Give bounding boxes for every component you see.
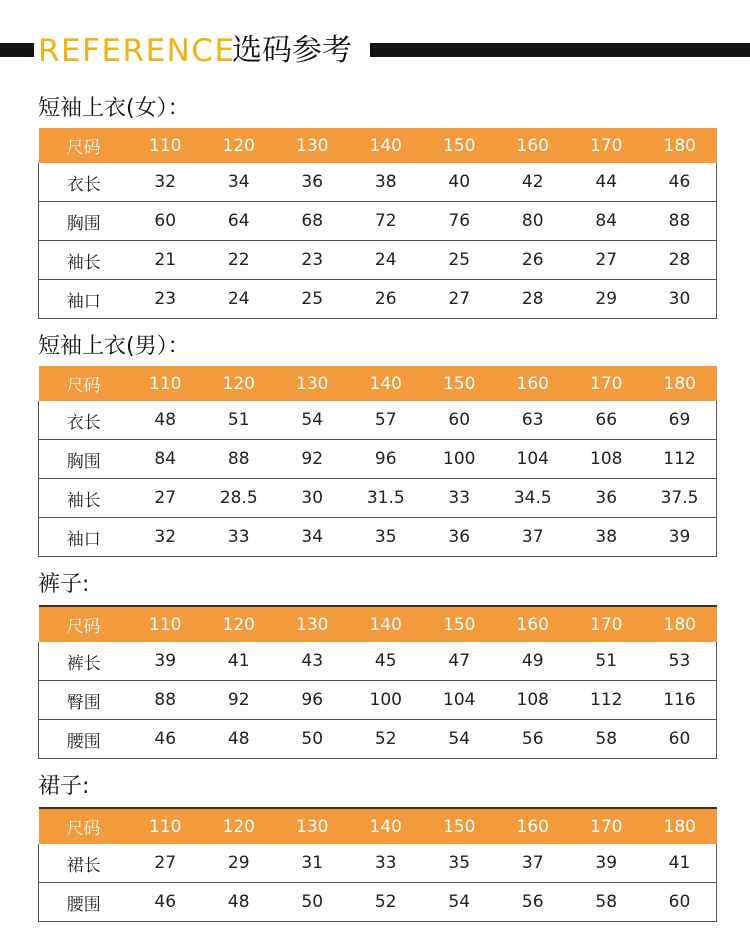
table-cell: 41	[643, 844, 717, 883]
header-cell: 180	[643, 606, 717, 642]
table-row	[39, 720, 717, 759]
section-title-men-top: 短袖上衣(男）：	[38, 334, 190, 359]
header-title-cn: 选码参考	[232, 33, 352, 68]
table-cell: 40	[423, 163, 497, 202]
header-cell: 180	[643, 808, 717, 844]
table-cell: 56	[496, 720, 570, 759]
table-cell: 37.5	[643, 479, 717, 518]
table-cell: 108	[496, 681, 570, 720]
table-cell: 31.5	[349, 479, 423, 518]
header-cell: 110	[129, 366, 203, 401]
table-cell: 50	[276, 883, 350, 922]
row-label: 衣长	[39, 163, 129, 202]
table-cell: 38	[570, 518, 644, 557]
header-title-en: REFERENCE	[38, 33, 236, 69]
table-row	[39, 479, 717, 518]
table-cell: 33	[423, 479, 497, 518]
size-table-women-top	[38, 128, 717, 319]
row-label: 袖口	[39, 280, 129, 319]
table-cell: 30	[643, 280, 717, 319]
table-cell: 116	[643, 681, 717, 720]
row-label: 袖长	[39, 241, 129, 280]
table-cell: 27	[423, 280, 497, 319]
header-bar-right	[370, 43, 750, 57]
header-bar-left	[0, 43, 34, 57]
header-cell: 170	[570, 808, 644, 844]
table-cell: 27	[129, 844, 203, 883]
table-cell: 100	[349, 681, 423, 720]
table-cell: 54	[423, 883, 497, 922]
header-cell: 160	[496, 808, 570, 844]
header-cell: 110	[129, 606, 203, 642]
header-cell: 180	[643, 366, 717, 401]
table-cell: 32	[129, 518, 203, 557]
table-cell: 25	[423, 241, 497, 280]
header-cell: 150	[423, 808, 497, 844]
header-cell: 120	[202, 128, 276, 163]
table-cell: 72	[349, 202, 423, 241]
header-cell: 140	[349, 808, 423, 844]
header-cell: 160	[496, 366, 570, 401]
header-cell: 尺码	[39, 606, 129, 642]
table-header-row	[39, 128, 717, 163]
table-cell: 92	[202, 681, 276, 720]
table-cell: 68	[276, 202, 350, 241]
table-row	[39, 202, 717, 241]
table-cell: 112	[643, 440, 717, 479]
header-cell: 140	[349, 366, 423, 401]
table-cell: 45	[349, 642, 423, 681]
table-cell: 84	[570, 202, 644, 241]
table-cell: 23	[276, 241, 350, 280]
table-cell: 60	[423, 401, 497, 440]
table-cell: 24	[349, 241, 423, 280]
table-cell: 42	[496, 163, 570, 202]
table-cell: 88	[202, 440, 276, 479]
table-cell: 108	[570, 440, 644, 479]
table-cell: 69	[643, 401, 717, 440]
table-cell: 88	[643, 202, 717, 241]
table-header-row	[39, 366, 717, 401]
table-cell: 52	[349, 883, 423, 922]
table-cell: 50	[276, 720, 350, 759]
table-header-row	[39, 808, 717, 844]
header-cell: 110	[129, 808, 203, 844]
table-cell: 49	[496, 642, 570, 681]
header-cell: 150	[423, 606, 497, 642]
table-cell: 33	[202, 518, 276, 557]
table-cell: 30	[276, 479, 350, 518]
row-label: 胸围	[39, 440, 129, 479]
table-cell: 48	[129, 401, 203, 440]
row-label: 腰围	[39, 883, 129, 922]
table-cell: 33	[349, 844, 423, 883]
table-cell: 21	[129, 241, 203, 280]
table-cell: 27	[129, 479, 203, 518]
table-row	[39, 163, 717, 202]
table-cell: 26	[349, 280, 423, 319]
table-cell: 104	[496, 440, 570, 479]
table-row	[39, 642, 717, 681]
header-cell: 160	[496, 128, 570, 163]
table-cell: 37	[496, 518, 570, 557]
table-cell: 51	[202, 401, 276, 440]
table-cell: 25	[276, 280, 350, 319]
table-cell: 23	[129, 280, 203, 319]
header-cell: 尺码	[39, 128, 129, 163]
table-cell: 66	[570, 401, 644, 440]
table-row	[39, 883, 717, 922]
table-cell: 39	[129, 642, 203, 681]
table-cell: 39	[570, 844, 644, 883]
table-cell: 84	[129, 440, 203, 479]
table-cell: 76	[423, 202, 497, 241]
table-row	[39, 280, 717, 319]
table-cell: 56	[496, 883, 570, 922]
table-cell: 80	[496, 202, 570, 241]
table-cell: 28.5	[202, 479, 276, 518]
table-cell: 38	[349, 163, 423, 202]
row-label: 袖长	[39, 479, 129, 518]
table-cell: 46	[643, 163, 717, 202]
row-label: 衣长	[39, 401, 129, 440]
table-cell: 29	[202, 844, 276, 883]
table-cell: 37	[496, 844, 570, 883]
header-cell: 170	[570, 128, 644, 163]
table-cell: 60	[643, 720, 717, 759]
table-cell: 46	[129, 720, 203, 759]
table-cell: 41	[202, 642, 276, 681]
table-cell: 34	[202, 163, 276, 202]
table-row	[39, 241, 717, 280]
table-cell: 31	[276, 844, 350, 883]
size-table-pants	[38, 605, 717, 759]
row-label: 裤长	[39, 642, 129, 681]
table-cell: 46	[129, 883, 203, 922]
table-cell: 36	[423, 518, 497, 557]
table-cell: 27	[570, 241, 644, 280]
table-cell: 48	[202, 883, 276, 922]
table-cell: 34	[276, 518, 350, 557]
size-table-skirt	[38, 807, 717, 922]
section-title-pants: 裤子:	[38, 572, 90, 597]
table-cell: 48	[202, 720, 276, 759]
table-cell: 39	[643, 518, 717, 557]
row-label: 腰围	[39, 720, 129, 759]
header-cell: 170	[570, 366, 644, 401]
table-cell: 34.5	[496, 479, 570, 518]
table-cell: 24	[202, 280, 276, 319]
header-cell: 130	[276, 128, 350, 163]
table-cell: 60	[643, 883, 717, 922]
row-label: 臀围	[39, 681, 129, 720]
table-cell: 104	[423, 681, 497, 720]
page-header	[0, 28, 750, 74]
table-cell: 51	[570, 642, 644, 681]
table-cell: 58	[570, 720, 644, 759]
table-cell: 44	[570, 163, 644, 202]
table-cell: 64	[202, 202, 276, 241]
table-cell: 58	[570, 883, 644, 922]
header-cell: 尺码	[39, 366, 129, 401]
header-cell: 140	[349, 128, 423, 163]
table-cell: 57	[349, 401, 423, 440]
header-cell: 110	[129, 128, 203, 163]
header-cell: 160	[496, 606, 570, 642]
table-cell: 26	[496, 241, 570, 280]
table-cell: 53	[643, 642, 717, 681]
header-cell: 140	[349, 606, 423, 642]
header-cell: 150	[423, 366, 497, 401]
table-cell: 63	[496, 401, 570, 440]
table-cell: 36	[276, 163, 350, 202]
header-cell: 120	[202, 606, 276, 642]
row-label: 胸围	[39, 202, 129, 241]
header-cell: 150	[423, 128, 497, 163]
table-cell: 22	[202, 241, 276, 280]
header-cell: 180	[643, 128, 717, 163]
table-cell: 28	[643, 241, 717, 280]
table-cell: 54	[423, 720, 497, 759]
header-cell: 130	[276, 808, 350, 844]
table-row	[39, 844, 717, 883]
header-cell: 120	[202, 808, 276, 844]
table-row	[39, 518, 717, 557]
header-cell: 120	[202, 366, 276, 401]
table-row	[39, 440, 717, 479]
table-cell: 28	[496, 280, 570, 319]
table-cell: 112	[570, 681, 644, 720]
table-cell: 60	[129, 202, 203, 241]
table-cell: 47	[423, 642, 497, 681]
table-cell: 100	[423, 440, 497, 479]
section-title-women-top: 短袖上衣(女）：	[38, 96, 190, 121]
row-label: 裙长	[39, 844, 129, 883]
table-cell: 32	[129, 163, 203, 202]
table-row	[39, 401, 717, 440]
table-cell: 96	[349, 440, 423, 479]
section-title-skirt: 裙子:	[38, 774, 90, 799]
row-label: 袖口	[39, 518, 129, 557]
table-cell: 35	[349, 518, 423, 557]
table-cell: 92	[276, 440, 350, 479]
header-cell: 尺码	[39, 808, 129, 844]
table-cell: 29	[570, 280, 644, 319]
table-cell: 43	[276, 642, 350, 681]
size-table-men-top	[38, 366, 717, 557]
table-cell: 35	[423, 844, 497, 883]
table-cell: 88	[129, 681, 203, 720]
table-cell: 54	[276, 401, 350, 440]
table-cell: 36	[570, 479, 644, 518]
table-cell: 96	[276, 681, 350, 720]
table-header-row	[39, 606, 717, 642]
table-row	[39, 681, 717, 720]
header-cell: 130	[276, 366, 350, 401]
header-cell: 170	[570, 606, 644, 642]
table-cell: 52	[349, 720, 423, 759]
header-cell: 130	[276, 606, 350, 642]
